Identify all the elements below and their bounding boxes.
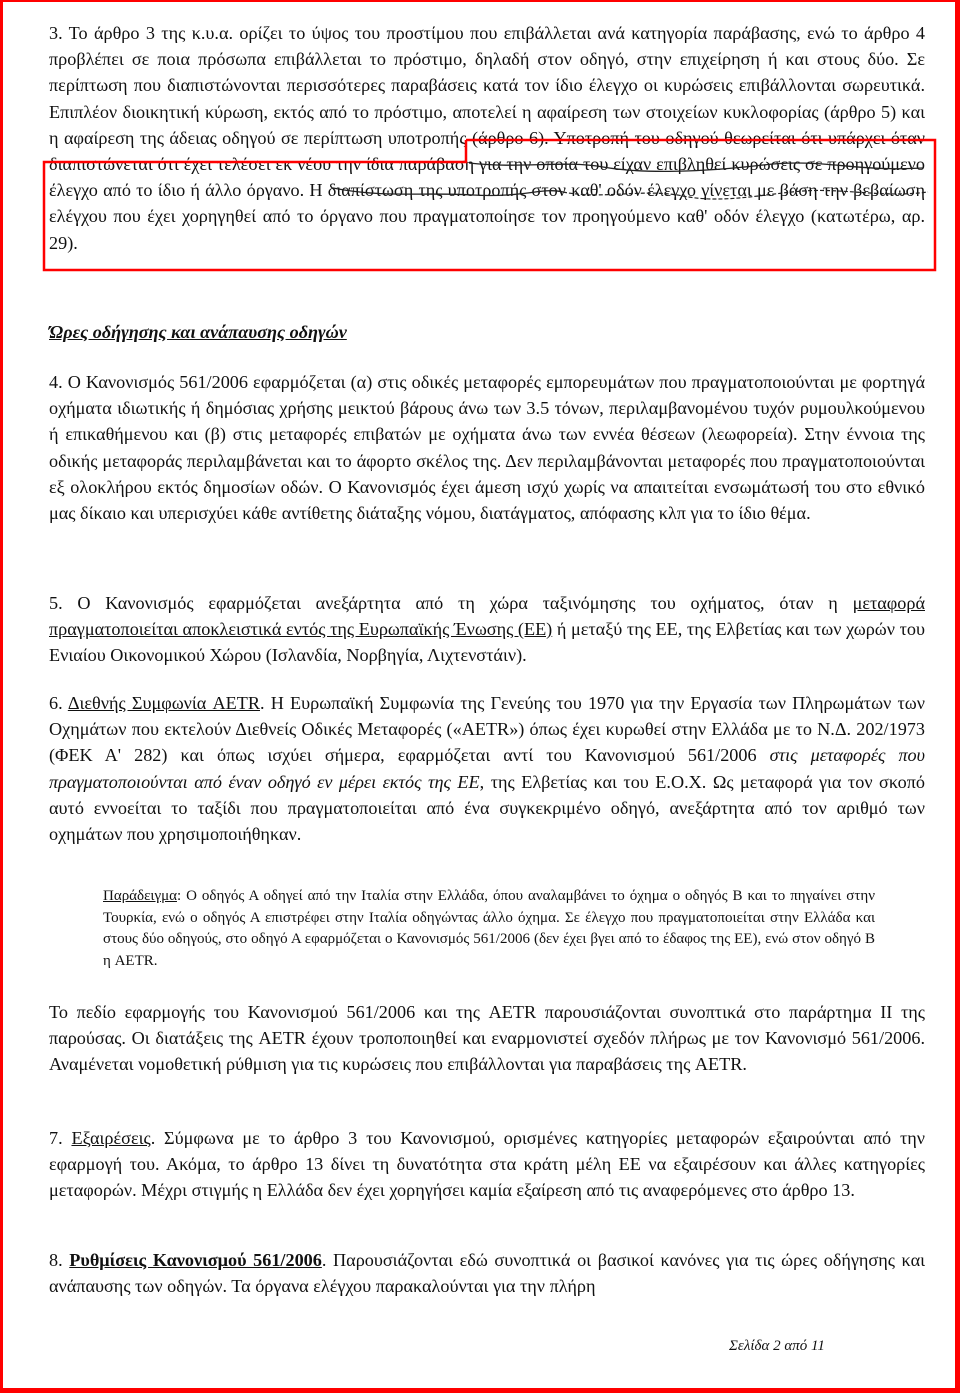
section-7-text bbox=[49, 1125, 925, 1204]
section-5-underlined: μεταφορά πραγματοποιείται αποκλειστικά εντός της Ευρωπαϊκής Ένωσης (ΕΕ) bbox=[49, 593, 925, 640]
section-3-intro: 3. Το άρθρο 3 της κ.υ.α. ορίζει το ύψος του προστίμου που επιβάλλεται ανά κατηγορία παράβασης, ενώ το άρθρο 4 προβλέπει σε ποια πρόσωπα επιβάλλεται το πρόστιμο, δηλαδή στον οδηγό, στην επιχείρηση ή και στους δύο. Σε περίπτωση που διαπιστώνονται περισσότερες παραβάσεις κατά τον ίδιο έλεγχο οι κυρώσεις επιβάλλονται σωρευτικά. Επιπλέον διοικητική κύρωση, εκτός από το πρόστιμο, αποτελεί η αφαίρεση των στοιχείων κυκλοφορίας (άρθρο 5) και η αφαίρεση της άδειας οδηγού σε περίπτωση υποτροπής (άρθρο 6). bbox=[49, 23, 925, 148]
section-6-italic: στις μεταφορές που πραγματοποιούνται από έναν οδηγό εν μέρει εκτός της ΕΕ bbox=[49, 745, 925, 792]
section-5-prefix: 5. Ο Κανονισμός εφαρμόζεται ανεξάρτητα από τη χώρα ταξινόμησης του οχήματος, όταν η bbox=[49, 593, 853, 613]
section-5-text bbox=[49, 590, 925, 669]
section-8-number: 8. bbox=[49, 1250, 70, 1270]
section-5 bbox=[49, 590, 925, 669]
section-6-title: Διεθνής Συμφωνία AETR bbox=[67, 693, 260, 713]
section-6-text-2: , της Ελβετίας και του Ε.Ο.Χ. Ως μεταφορά για τον σκοπό αυτό εννοείται το ταξίδι που πραγματοποιείται από ένα συγκεκριμένο οδηγό, ανεξάρτητα από τον αριθμό των οχημάτων που χρησιμοποιήθηκαν. bbox=[49, 771, 925, 845]
section-3-text bbox=[49, 20, 925, 256]
section-3 bbox=[49, 20, 925, 256]
section-8-body: . Παρουσιάζονται εδώ συνοπτικά οι βασικοί κανόνες για τις ώρες οδήγησης και ανάπαυσης των οδηγών. Τα όργανα ελέγχου παρακαλούνται για την πλήρη bbox=[49, 1250, 925, 1297]
section-6-text bbox=[49, 690, 925, 847]
section-7-number: 7. bbox=[49, 1128, 72, 1148]
example-box bbox=[103, 886, 875, 972]
section-6-number: 6. bbox=[49, 693, 68, 713]
section-7 bbox=[49, 1125, 925, 1204]
section-7-title: Εξαιρέσεις bbox=[71, 1128, 151, 1148]
section-heading bbox=[49, 319, 925, 345]
example-body: : Ο οδηγός Α οδηγεί από την Ιταλία στην Ελλάδα, όπου αναλαμβάνει το όχημα ο οδηγός Β και το πηγαίνει στην Τουρκία, ενώ ο οδηγός Α επιστρέφει στην Ιταλία οδηγώντας άλλο όχημα. Σε έλεγχο που πραγματοποιείται στην Ελλάδα και στους δύο οδηγούς, στο οδηγό Α εφαρμόζεται ο Κανονισμός 561/2006 (δεν έχει βγει από το έδαφος της ΕΕ), ενώ στον οδηγό Β η AETR. bbox=[103, 888, 875, 969]
section-3-highlighted-part1: Υποτροπή του οδηγού θεωρείται ότι υπάρχει όταν διαπιστώνεται ότι έχει τελέσει εκ νέου την ίδια παράβαση για την οποία του είχαν επιβληθεί bbox=[49, 127, 925, 175]
page-number-footer: Σελίδα 2 από 11 bbox=[729, 1338, 825, 1354]
section-8 bbox=[49, 1247, 925, 1299]
scope-text: Το πεδίο εφαρμογής του Κανονισμού 561/2006 και της AETR παρουσιάζονται συνοπτικά στο παράρτημα II της παρούσας. Οι διατάξεις της AETR έχουν τροποποιηθεί και εναρμονιστεί σχεδόν πλήρως με τον Κανονισμό 561/2006. Αναμένεται νομοθετική ρύθμιση για τις κυρώσεις που επιβάλλονται για παραβάσεις της AETR. bbox=[49, 1002, 925, 1075]
section-6 bbox=[49, 690, 925, 847]
section-3-highlighted-part2: κυρώσεις σε προηγούμενο έλεγχο από το ίδιο ή άλλο όργανο. Η διαπίστωση της υποτροπής στον καθ' οδόν έλεγχο γίνεται με βάση την βεβαίωση ελέγχου που έχει χορηγηθεί από το όργανο που πραγματοποίησε τον προηγούμενο καθ' οδόν έλεγχο (κατωτέρω, αρ. 29). bbox=[49, 154, 925, 253]
section-8-title: Ρυθμίσεις Κανονισμού 561/2006 bbox=[69, 1250, 322, 1270]
example-label: Παράδειγμα bbox=[103, 888, 177, 904]
example-text bbox=[103, 886, 875, 972]
section-5-suffix: ή μεταξύ της ΕΕ, της Ελβετίας και των χωρών του Ενιαίου Οικονομικού Χώρου (Ισλανδία, Νορβηγία, Λιχτενστάιν). bbox=[49, 619, 925, 666]
section-8-text bbox=[49, 1247, 925, 1299]
scope-paragraph bbox=[49, 999, 925, 1078]
heading-driving-rest-hours: Ώρες οδήγησης και ανάπαυσης οδηγών bbox=[49, 322, 347, 342]
section-4-text: 4. Ο Κανονισμός 561/2006 εφαρμόζεται (α) στις οδικές μεταφορές εμπορευμάτων που πραγματοποιούνται με φορτηγά οχήματα ιδιωτικής ή δημόσιας χρήσης μεικτού βάρους άνω των 3.5 τόνων, περιλαμβανομένου τυχόν ρυμουλκούμενου ή επικαθήμενου και (β) στις μεταφορές επιβατών με οχήματα άνω των εννέα θέσεων (λεωφορεία). Στην έννοια της οδικής μεταφοράς περιλαμβάνεται και το άφορτο σκέλος της. Δεν περιλαμβάνονται μεταφορές που πραγματοποιούνται εξ ολοκλήρου εκτός δημοσίων οδών. Ο Κανονισμός έχει άμεση ισχύ χωρίς να απαιτείται ενσωμάτωσή του στο εθνικό μας δίκαιο και υπερισχύει κάθε αντίθετης διάταξης νόμου, διατάγματος, απόφασης κλπ για το ίδιο θέμα. bbox=[49, 372, 925, 524]
section-7-body: . Σύμφωνα με το άρθρο 3 του Κανονισμού, ορισμένες κατηγορίες μεταφορών εξαιρούνται από την εφαρμογή του. Ακόμα, το άρθρο 13 δίνει τη δυνατότητα στα κράτη μέλη ΕΕ να εξαιρέσουν και άλλες κατηγορίες μεταφορών. Μέχρι στιγμής η Ελλάδα δεν έχει χορηγήσει καμία εξαίρεση από τις αναφερόμενες στο άρθρο 13. bbox=[49, 1128, 926, 1201]
section-6-text-1: . Η Ευρωπαϊκή Συμφωνία της Γενεύης του 1970 για την Εργασία των Πληρωμάτων των Οχημάτων που εκτελούν Διεθνείς Οδικές Μεταφορές («AETR») όπως έχει κυρωθεί στην Ελλάδα με το Ν.Δ. 202/1973 (ΦΕΚ Α' 282) και όπως ισχύει σήμερα, εφαρμόζεται αντί του Κανονισμού 561/2006 bbox=[49, 693, 925, 766]
section-4 bbox=[49, 369, 925, 526]
